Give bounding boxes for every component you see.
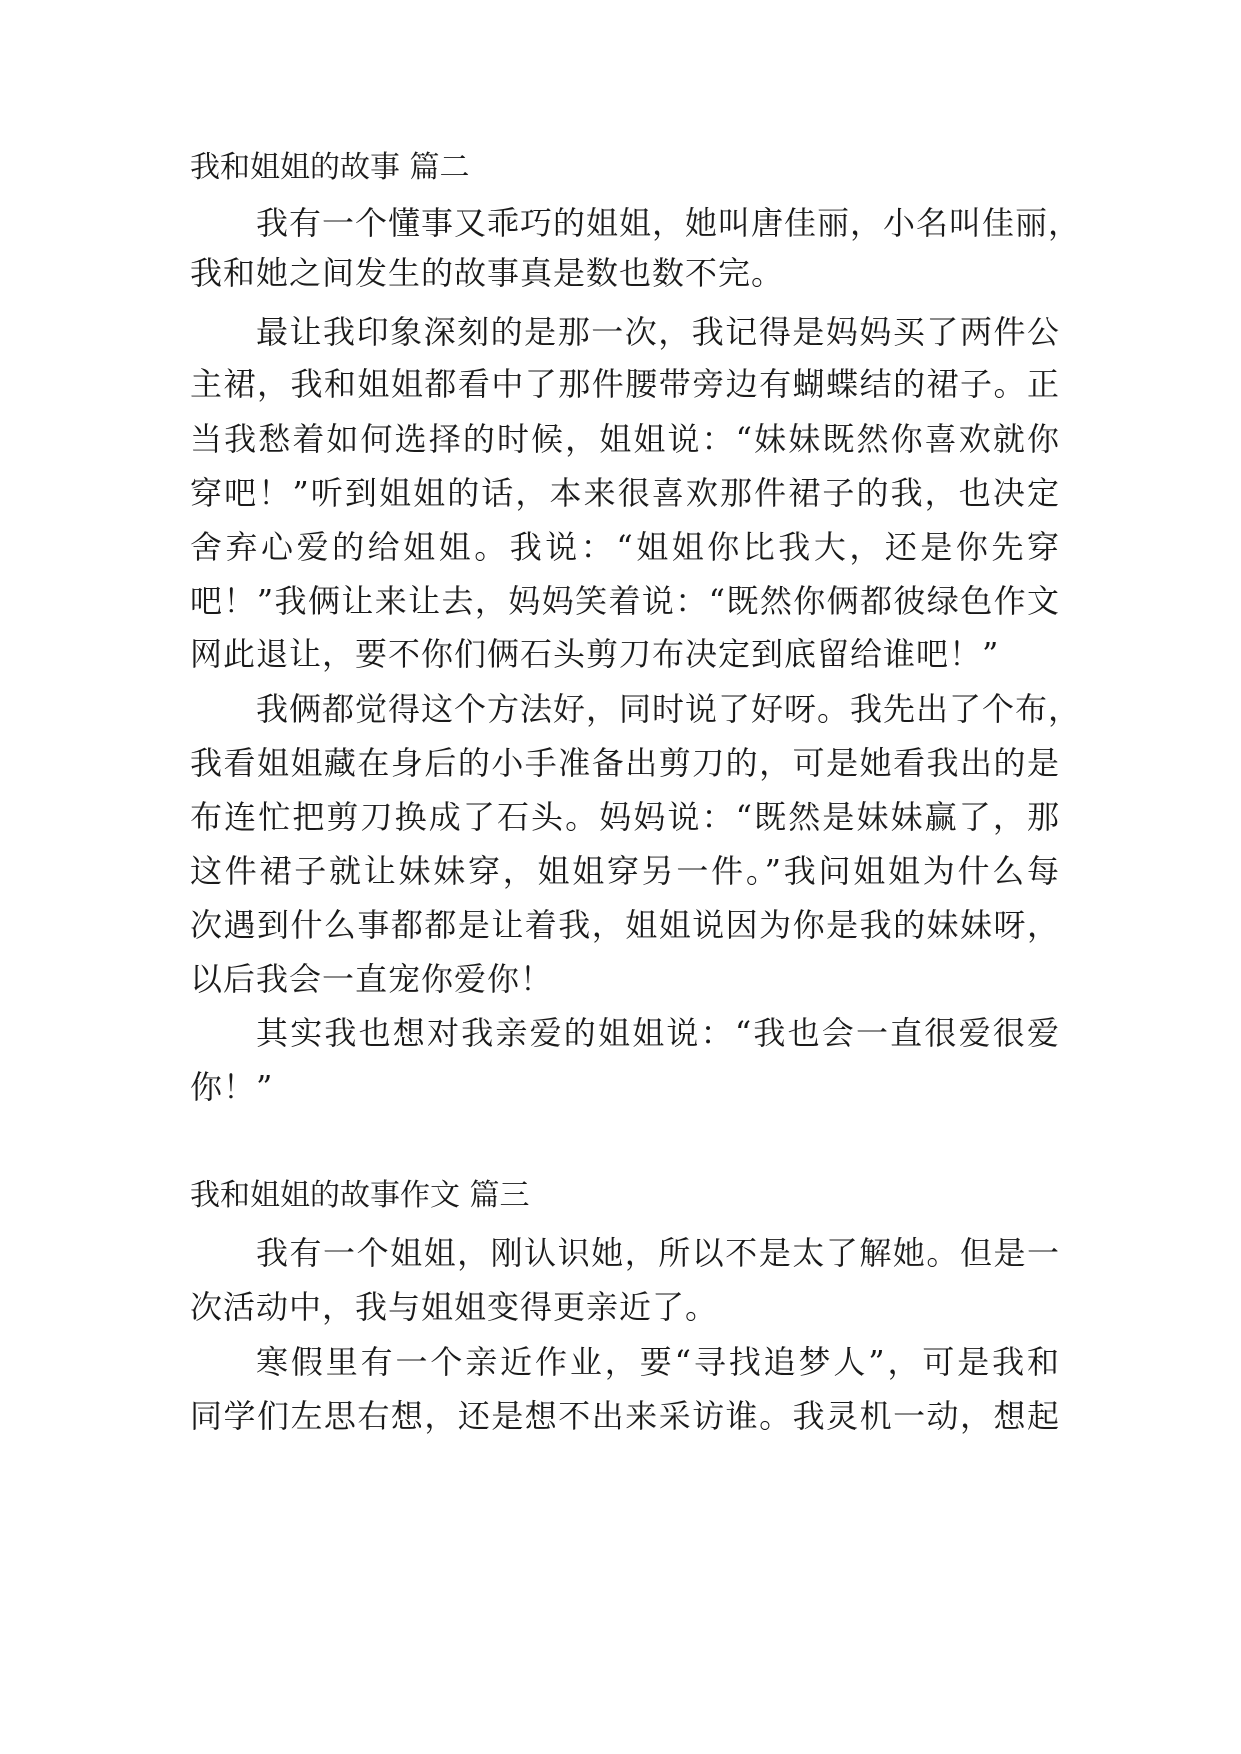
document-page <box>190 0 1082 1754</box>
paragraph-line: 吧！”我俩让来让去，妈妈笑着说：“既然你俩都彼绿色作文 <box>190 582 1060 620</box>
paragraph-line: 其实我也想对我亲爱的姐姐说：“我也会一直很爱很爱 <box>256 1014 1060 1052</box>
paragraph-line: 这件裙子就让妹妹穿，姐姐穿另一件。”我问姐姐为什么每 <box>190 852 1060 890</box>
paragraph-line: 我看姐姐藏在身后的小手准备出剪刀的，可是她看我出的是 <box>190 744 1060 782</box>
paragraph-line: 当我愁着如何选择的时候，姐姐说：“妹妹既然你喜欢就你 <box>190 420 1060 458</box>
paragraph-line: 你！” <box>190 1068 274 1106</box>
section-heading: 我和姐姐的故事作文 篇三 <box>190 1178 530 1213</box>
paragraph-line: 以后我会一直宠你爱你！ <box>190 960 554 998</box>
paragraph-line: 主裙，我和姐姐都看中了那件腰带旁边有蝴蝶结的裙子。正 <box>190 365 1060 403</box>
paragraph-line: 同学们左思右想，还是想不出来采访谁。我灵机一动，想起 <box>190 1397 1060 1435</box>
paragraph-line: 网此退让，要不你们俩石头剪刀布决定到底留给谁吧！” <box>190 635 1000 673</box>
section-heading: 我和姐姐的故事 篇二 <box>190 150 470 185</box>
paragraph-line: 寒假里有一个亲近作业，要“寻找追梦人”，可是我和 <box>256 1343 1060 1381</box>
paragraph-line: 舍弃心爱的给姐姐。我说：“姐姐你比我大，还是你先穿 <box>190 528 1060 566</box>
paragraph-line: 次遇到什么事都都是让着我，姐姐说因为你是我的妹妹呀， <box>190 906 1060 944</box>
paragraph-line: 最让我印象深刻的是那一次，我记得是妈妈买了两件公 <box>256 313 1060 351</box>
paragraph-line: 我和她之间发生的故事真是数也数不完。 <box>190 254 785 292</box>
paragraph-line: 次活动中，我与姐姐变得更亲近了。 <box>190 1288 719 1326</box>
paragraph-line: 我有一个懂事又乖巧的姐姐，她叫唐佳丽，小名叫佳丽， <box>256 204 1082 242</box>
paragraph-line: 布连忙把剪刀换成了石头。妈妈说：“既然是妹妹赢了，那 <box>190 798 1060 836</box>
paragraph-line: 我俩都觉得这个方法好，同时说了好呀。我先出了个布， <box>256 690 1082 728</box>
paragraph-line: 我有一个姐姐，刚认识她，所以不是太了解她。但是一 <box>256 1234 1060 1272</box>
paragraph-line: 穿吧！”听到姐姐的话，本来很喜欢那件裙子的我，也决定 <box>190 474 1060 512</box>
